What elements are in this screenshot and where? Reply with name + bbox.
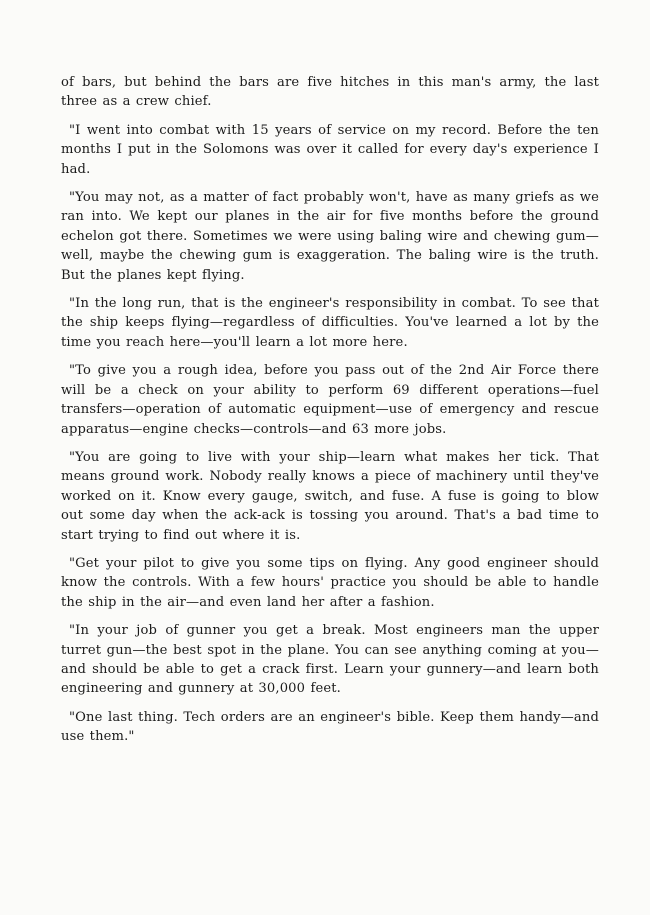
paragraph-5: "To give you a rough idea, before you pass out of the 2nd Air Force there will be a check on your ability to perform 69 different operations—fuel transfers—operation of automatic equipment—use of emergency and rescue apparatus—engine checks—controls—and 63 more jobs. xyxy=(61,363,599,437)
paragraph-7: "Get your pilot to give you some tips on flying. Any good engineer should know the controls. With a few hours' practice you should be able to handle the ship in the air—and even land her after a fashion. xyxy=(61,555,599,610)
paragraph-9: "One last thing. Tech orders are an engineer's bible. Keep them handy—and use them." xyxy=(61,709,599,745)
paragraph-3: "You may not, as a matter of fact probably won't, have as many griefs as we ran into. We kept our planes in the air for five months before the ground echelon got there. Sometimes we were using baling wire and chewing gum—well, maybe the chewing gum is exaggeration. The baling wire is the truth. But the planes kept flying. xyxy=(61,190,599,283)
paragraph-8: "In your job of gunner you get a break. Most engineers man the upper turret gun—the best spot in the plane. You can see anything coming at you—and should be able to get a crack first. Learn your gunnery—and learn both engineering and gunnery at 30,000 feet. xyxy=(61,623,599,697)
paragraph-6: "You are going to live with your ship—learn what makes her tick. That means ground work. Nobody really knows a piece of machinery until they've worked on it. Know every gauge, switch, and fuse. A fuse is going to blow out some day when the ack-ack is tossing you around. That's a bad time to start trying to find out where it is. xyxy=(61,449,599,543)
paragraph-1: of bars, but behind the bars are five hitches in this man's army, the last three as a crew chief. xyxy=(61,75,599,110)
paragraph-2: "I went into combat with 15 years of service on my record. Before the ten months I put in the Solomons was over it called for every day's experience I had. xyxy=(61,122,599,177)
paragraph-4: "In the long run, that is the engineer's responsibility in combat. To see that the ship keeps flying—regardless of difficulties. You've learned a lot by the time you reach here—you'll learn a lot more here. xyxy=(61,296,599,350)
body-text xyxy=(61,73,599,756)
